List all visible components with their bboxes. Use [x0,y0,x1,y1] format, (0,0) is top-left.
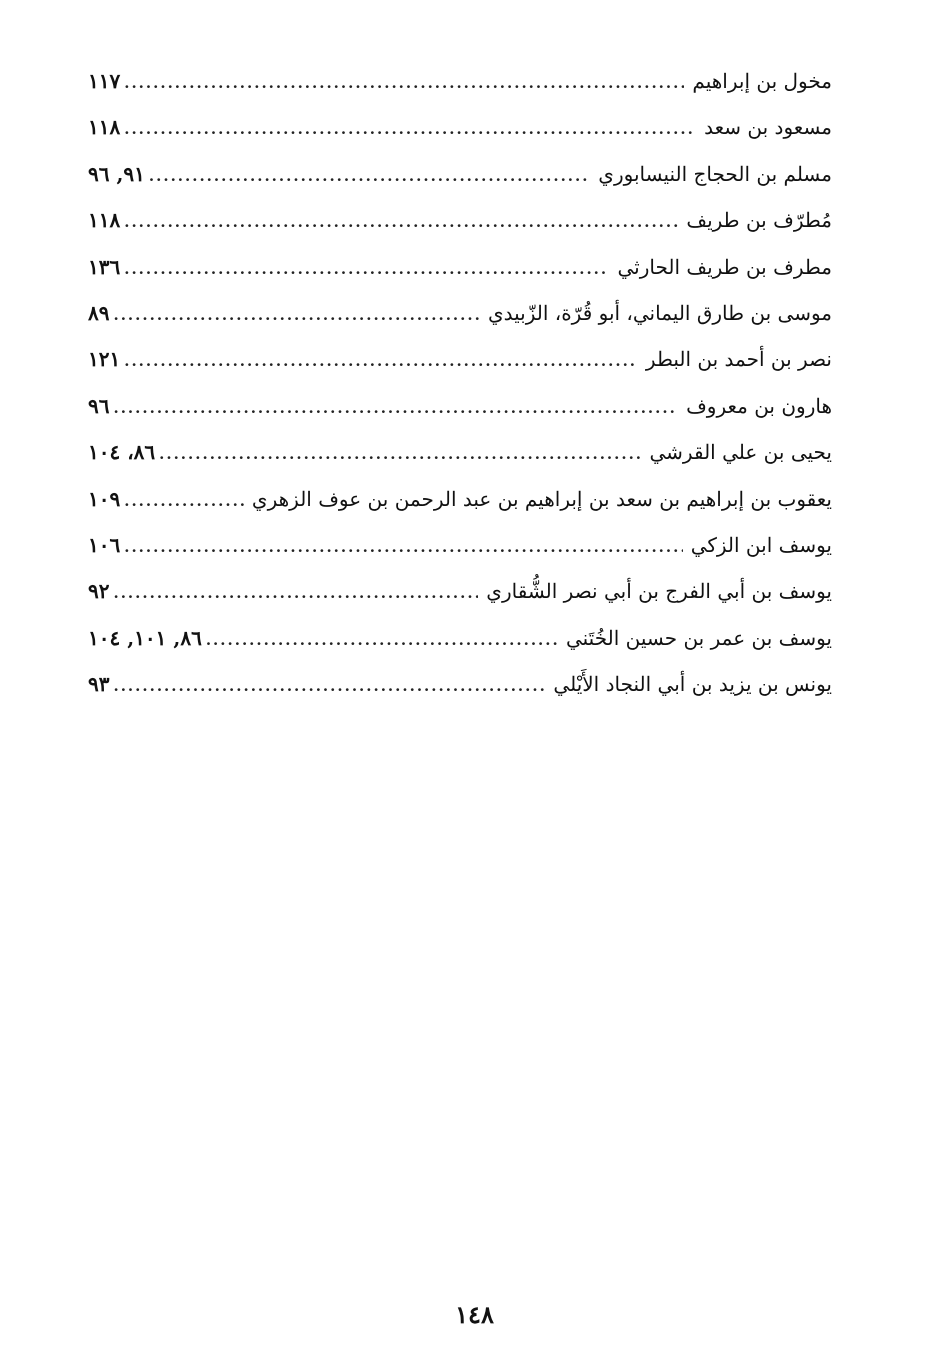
index-entry [88,336,832,382]
index-entry [88,615,832,661]
dot-leader [124,524,682,570]
entry-name: مسلم بن الحجاج النيسابوري [598,161,832,186]
entry-name: موسى بن طارق اليماني، أبو قُرّة، الزّبيدي [487,300,832,325]
page-number: ١٤٨ [455,1300,494,1329]
entry-pages: ٩١, ٩٦ [88,161,145,186]
index-entry [88,661,832,707]
entry-name: يحيى بن علي القرشي [649,440,832,465]
entry-name: يوسف بن أبي الفرج بن أبي نصر الشُّقاري [486,579,832,604]
entry-pages: ٨٦، ١٠٤ [88,440,156,465]
index-list [88,58,832,707]
index-entry [88,568,832,614]
entry-pages: ١١٨ [88,115,121,140]
index-entry [88,151,832,197]
dot-leader [124,246,609,292]
index-entry [88,197,832,243]
entry-name: مسعود بن سعد [704,115,832,140]
entry-name: مخول بن إبراهيم [692,69,832,93]
dot-leader [124,338,638,384]
entry-name: هارون بن معروف [686,393,832,418]
entry-name: يونس بن يزيد بن أبي النجاد الأَيْلي [553,672,832,697]
dot-leader [206,617,558,663]
dot-leader [113,385,678,431]
entry-pages: ٩٣ [88,672,110,697]
index-entry [88,522,832,568]
entry-name: يوسف ابن الزكي [690,532,832,557]
dot-leader [124,478,244,524]
index-entry [88,104,832,150]
entry-pages: ١١٨ [88,208,121,233]
entry-pages: ٩٢ [88,579,110,604]
entry-pages: ٩٦ [88,393,110,418]
entry-pages: ١٢١ [88,347,121,372]
dot-leader [113,292,479,338]
entry-pages: ١٠٩ [88,486,121,511]
entry-name: مُطرّف بن طريف [686,208,832,233]
entry-pages: ٨٦, ١٠١, ١٠٤ [88,625,202,650]
index-entry [88,58,832,104]
entry-name: مطرف بن طريف الحارثي [617,254,832,279]
entry-pages: ٨٩ [88,300,110,325]
index-entry [88,244,832,290]
index-entry [88,476,832,522]
dot-leader [124,106,696,152]
dot-leader [149,153,590,199]
entry-pages: ١٣٦ [88,254,121,279]
dot-leader [124,60,684,106]
entry-pages: ١٠٦ [88,532,121,557]
index-entry [88,290,832,336]
index-entry [88,429,832,475]
dot-leader [113,570,478,616]
entry-name: يعقوب بن إبراهيم بن سعد بن إبراهيم بن عبد الرحمن بن عوف الزهري [251,486,832,511]
entry-pages: ١١٧ [88,69,121,93]
index-entry [88,383,832,429]
dot-leader [113,663,545,709]
entry-name: نصر بن أحمد بن البطر [645,347,832,372]
dot-leader [124,199,678,245]
entry-name: يوسف بن عمر بن حسين الخُتَني [565,625,832,650]
dot-leader [159,431,641,477]
